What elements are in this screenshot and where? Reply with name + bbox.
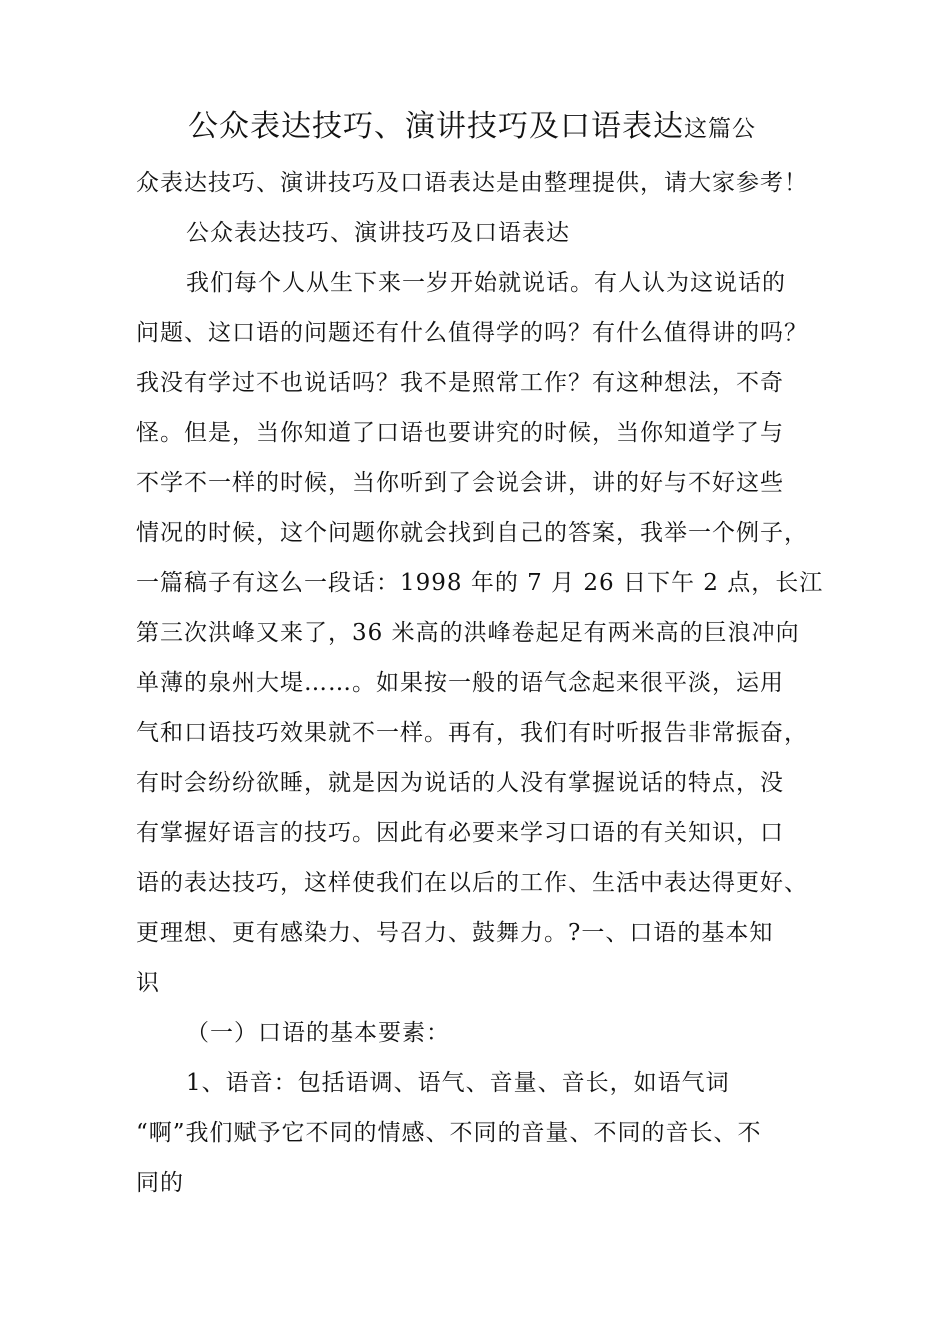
text-line: 更理想、更有感染力、号召力、鼓舞力。?一、口语的基本知 — [136, 920, 774, 946]
text-line: 语的表达技巧，这样使我们在以后的工作、生活中表达得更好、 — [136, 870, 808, 896]
text-line: 有时会纷纷欲睡，就是因为说话的人没有掌握说话的特点，没 — [136, 770, 784, 796]
text-line: 单薄的泉州大堤……。如果按一般的语气念起来很平淡，运用 — [136, 670, 784, 696]
text-line: 不学不一样的时候，当你听到了会说会讲，讲的好与不好这些 — [136, 470, 784, 496]
text-line: 我们每个人从生下来一岁开始就说话。有人认为这说话的 — [186, 270, 786, 296]
text-line: 一篇稿子有这么一段话：1998 年的 7 月 26 日下午 2 点，长江 — [136, 570, 824, 596]
text-line: 气和口语技巧效果就不一样。再有，我们有时听报告非常振奋， — [136, 720, 808, 746]
text-line: 第三次洪峰又来了，36 米高的洪峰卷起足有两米高的巨浪冲向 — [136, 620, 800, 646]
text-line: 识 — [136, 970, 160, 996]
section-heading: （一）口语的基本要素： — [186, 1020, 450, 1046]
text-line: 有掌握好语言的技巧。因此有必要来学习口语的有关知识，口 — [136, 820, 784, 846]
subtitle-line: 公众表达技巧、演讲技巧及口语表达 — [186, 220, 570, 246]
text-line: 众表达技巧、演讲技巧及口语表达是由整理提供，请大家参考！ — [136, 170, 808, 196]
text-line: 情况的时候，这个问题你就会找到自己的答案，我举一个例子， — [136, 520, 808, 546]
document-title: 公众表达技巧、演讲技巧及口语表达 — [188, 109, 684, 144]
text-line: 我没有学过不也说话吗？我不是照常工作？有这种想法，不奇 — [136, 370, 784, 396]
text-line: 怪。但是，当你知道了口语也要讲究的时候，当你知道学了与 — [136, 420, 784, 446]
text-line: 同的 — [136, 1170, 184, 1196]
text-line: 1、语音：包括语调、语气、音量、音长，如语气词 — [186, 1070, 730, 1096]
text-line: 问题、这口语的问题还有什么值得学的吗？有什么值得讲的吗？ — [136, 320, 808, 346]
title-line — [188, 106, 756, 150]
intro-text-start: 这篇公 — [684, 116, 756, 142]
text-line: “啊”我们赋予它不同的情感、不同的音量、不同的音长、不 — [136, 1120, 762, 1146]
